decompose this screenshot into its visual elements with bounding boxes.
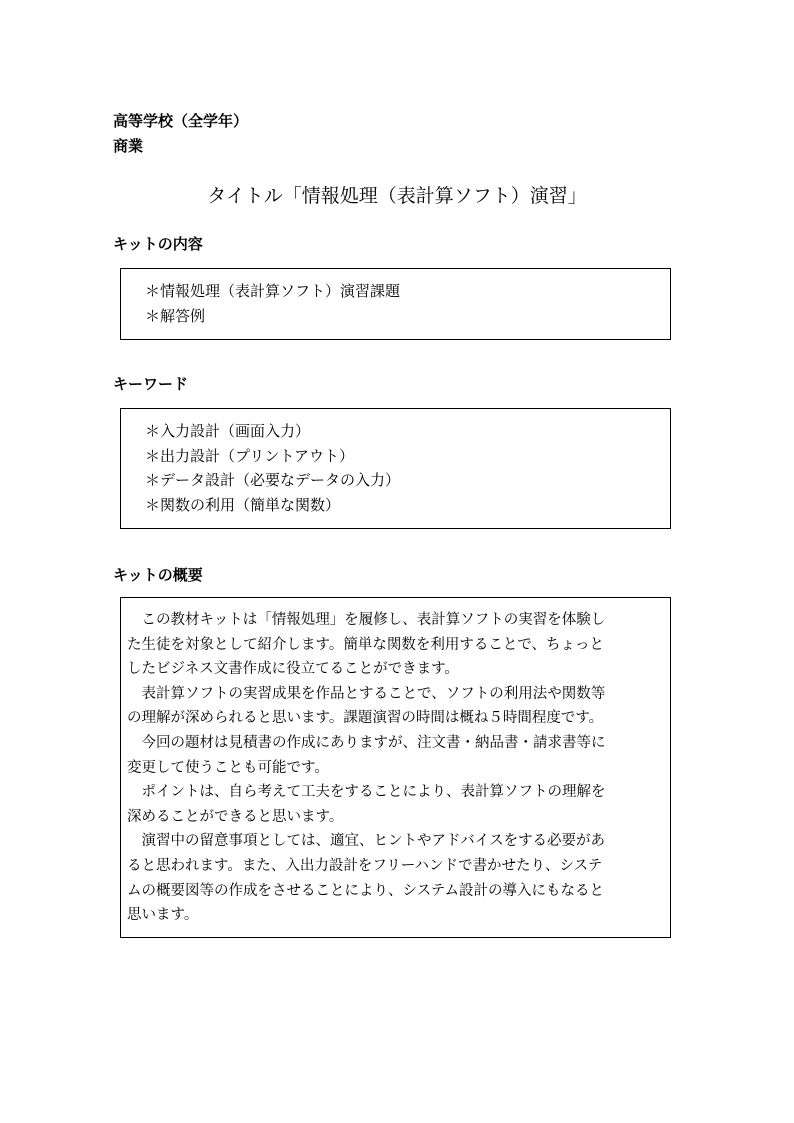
overview-line: 今回の題材は見積書の作成にありますが、注文書・納品書・請求書等に (127, 734, 606, 751)
overview-line: た生徒を対象として紹介します。簡単な関数を利用することで、ちょっと (127, 636, 605, 653)
overview-line: したビジネス文書作成に役立てることができます。 (127, 661, 459, 678)
list-item: ＊情報処理（表計算ソフト）演習課題 (145, 282, 401, 300)
list-item: ＊入力設計（画面入力） (145, 422, 311, 440)
overview-line: 深めることができると思います。 (127, 808, 344, 825)
list-item: ＊出力設計（プリントアウト） (145, 446, 354, 465)
contents-box (120, 268, 671, 340)
overview-line: の理解が深められると思います。課題演習の時間は概ね５時間程度です。 (127, 710, 604, 727)
list-item: ＊解答例 (145, 306, 206, 325)
overview-line: ムの概要図等の作成をさせることにより、システム設計の導入にもなると (127, 882, 605, 899)
keywords-heading: キーワード (113, 375, 189, 393)
overview-heading: キットの概要 (113, 566, 203, 584)
school-level-label: 高等学校（全学年） (113, 112, 249, 130)
overview-line: 演習中の留意事項としては、適宜、ヒントやアドバイスをする必要があ (127, 833, 606, 850)
subject-label: 商業 (113, 137, 144, 155)
contents-list (121, 269, 670, 328)
list-item: ＊データ設計（必要なデータの入力） (145, 471, 401, 489)
overview-line: ポイントは、自ら考えて工夫をすることにより、表計算ソフトの理解を (127, 784, 606, 801)
overview-line: ると思われます。また、入出力設計をフリーハンドで書かせたり、システ (127, 857, 603, 874)
overview-line: 思います。 (127, 907, 199, 924)
contents-heading: キットの内容 (113, 235, 203, 253)
overview-line: 表計算ソフトの実習成果を作品とすることで、ソフトの利用法や関数等 (127, 685, 606, 702)
overview-box (120, 597, 671, 938)
overview-line: この教材キットは「情報処理」を履修し、表計算ソフトの実習を体験し (127, 612, 606, 628)
overview-line: 変更して使うことも可能です。 (127, 759, 329, 776)
page-title: タイトル「情報処理（表計算ソフト）演習」 (207, 185, 587, 207)
list-item: ＊関数の利用（簡単な関数） (145, 495, 341, 514)
keywords-list (121, 409, 670, 517)
keywords-box (120, 408, 671, 529)
overview-paragraph (121, 598, 670, 928)
